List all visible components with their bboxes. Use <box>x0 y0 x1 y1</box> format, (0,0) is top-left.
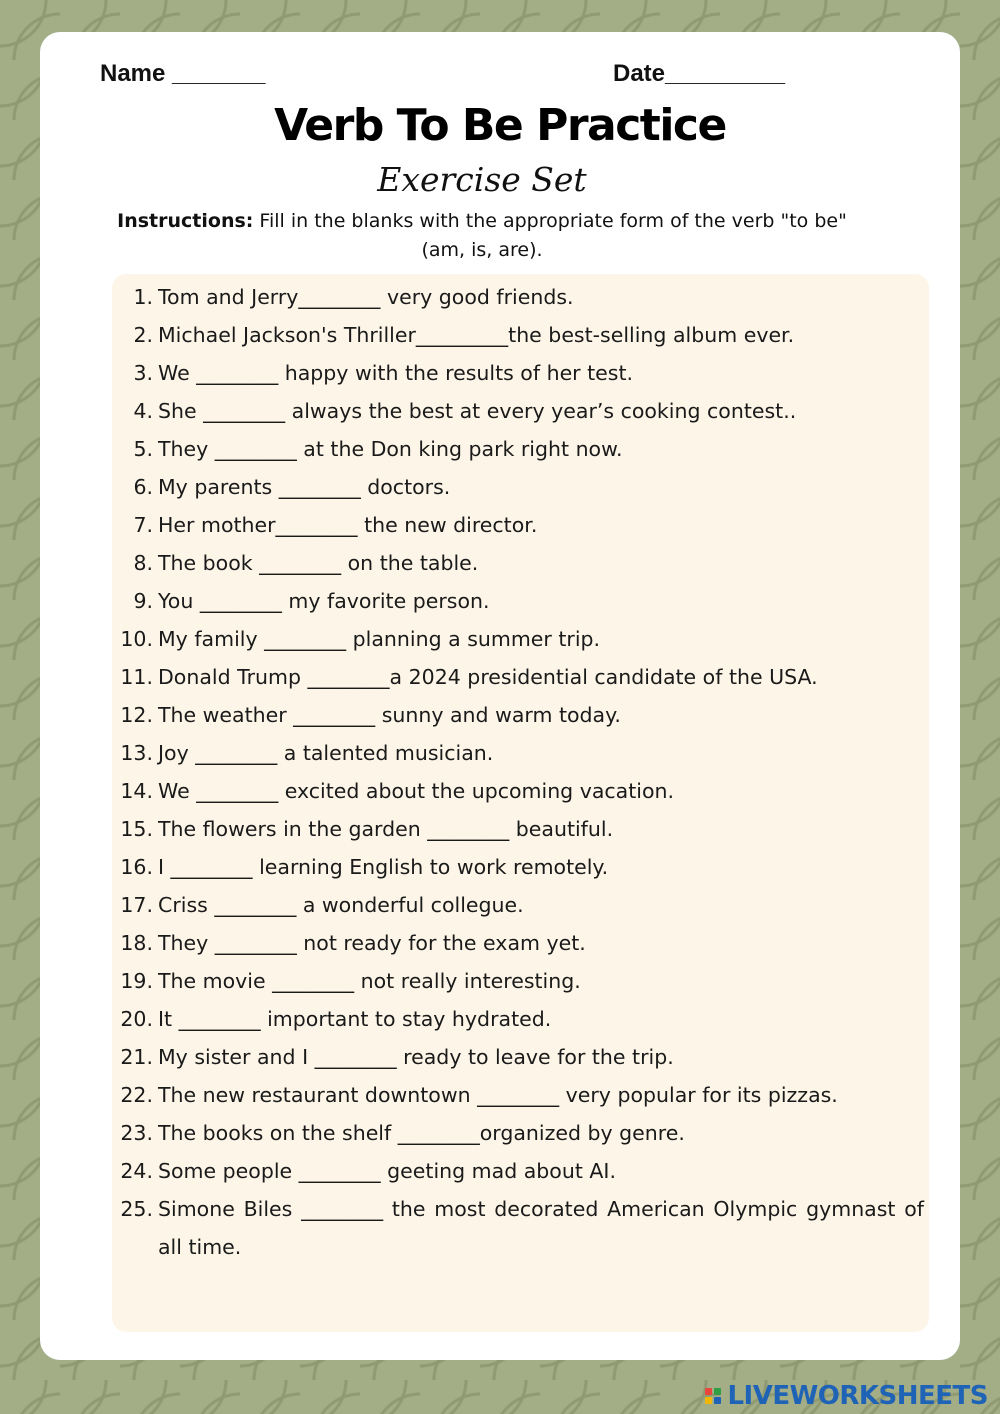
exercise-text: Some people ________ geeting mad about AI. <box>158 1159 616 1183</box>
exercise-item <box>112 278 929 316</box>
exercise-number: 2. <box>133 323 153 347</box>
exercise-item <box>112 620 929 658</box>
exercise-text: My parents ________ doctors. <box>158 475 451 499</box>
exercise-number: 15. <box>120 817 153 841</box>
exercise-text: The weather ________ sunny and warm today. <box>158 703 621 727</box>
exercise-number: 11. <box>120 665 153 689</box>
exercise-item <box>112 886 929 924</box>
exercise-item <box>112 1114 929 1152</box>
exercise-list <box>112 278 929 1266</box>
exercise-number: 18. <box>120 931 153 955</box>
exercise-number: 7. <box>133 513 153 537</box>
exercise-text: My family ________ planning a summer trip. <box>158 627 601 651</box>
exercise-text: Simone Biles ________ the most decorated American Olympic gymnast of all time. <box>158 1197 924 1259</box>
exercise-text: My sister and I ________ ready to leave for the trip. <box>158 1045 674 1069</box>
exercise-text: They ________ at the Don king park right now. <box>158 437 623 461</box>
logo-square <box>705 1397 712 1404</box>
worksheet-title: Verb To Be Practice <box>274 100 726 151</box>
exercise-number: 4. <box>133 399 153 423</box>
exercise-item <box>112 354 929 392</box>
exercise-number: 20. <box>120 1007 153 1031</box>
instructions-text: Fill in the blanks with the appropriate form of the verb "to be" (am, is, are). <box>253 210 847 261</box>
liveworksheets-logo-icon <box>705 1388 721 1404</box>
exercise-item <box>112 848 929 886</box>
exercise-item <box>112 582 929 620</box>
exercise-number: 17. <box>120 893 153 917</box>
worksheet-page <box>40 32 960 1360</box>
exercise-number: 6. <box>133 475 153 499</box>
exercise-number: 13. <box>120 741 153 765</box>
exercise-text: She ________ always the best at every year’s cooking contest.. <box>158 399 797 423</box>
exercise-item <box>112 1076 929 1114</box>
exercise-number: 1. <box>133 285 153 309</box>
exercise-item <box>112 1038 929 1076</box>
exercise-number: 10. <box>120 627 153 651</box>
exercise-text: The book ________ on the table. <box>158 551 479 575</box>
instructions-label: Instructions: <box>117 210 254 232</box>
exercise-item <box>112 1152 929 1190</box>
exercise-number: 12. <box>120 703 153 727</box>
exercise-item <box>112 924 929 962</box>
exercise-item <box>112 810 929 848</box>
exercise-item <box>112 734 929 772</box>
logo-square <box>705 1388 712 1395</box>
exercise-text: Joy ________ a talented musician. <box>158 741 494 765</box>
exercise-text: We ________ happy with the results of her test. <box>158 361 634 385</box>
exercise-item <box>112 468 929 506</box>
exercise-number: 23. <box>120 1121 153 1145</box>
exercise-text: I ________ learning English to work remotely. <box>158 855 609 879</box>
exercise-number: 14. <box>120 779 153 803</box>
exercise-number: 19. <box>120 969 153 993</box>
exercise-text: Tom and Jerry________ very good friends. <box>158 285 574 309</box>
exercise-number: 24. <box>120 1159 153 1183</box>
exercise-number: 5. <box>133 437 153 461</box>
exercise-item <box>112 430 929 468</box>
brand-name: LIVEWORKSHEETS <box>727 1381 988 1411</box>
exercise-item <box>112 1190 929 1266</box>
logo-square <box>714 1397 721 1404</box>
exercise-number: 9. <box>133 589 153 613</box>
exercise-text: You ________ my favorite person. <box>158 589 490 613</box>
logo-square <box>714 1388 721 1395</box>
exercise-text: They ________ not ready for the exam yet. <box>158 931 586 955</box>
exercise-text: It ________ important to stay hydrated. <box>158 1007 552 1031</box>
name-field: Name _______ <box>100 60 266 87</box>
exercise-text: The new restaurant downtown ________ very popular for its pizzas. <box>158 1083 838 1107</box>
exercise-text: We ________ excited about the upcoming vacation. <box>158 779 675 803</box>
exercise-text: Criss ________ a wonderful collegue. <box>158 893 524 917</box>
exercise-number: 25. <box>120 1197 153 1221</box>
exercise-text: The movie ________ not really interesting. <box>158 969 581 993</box>
exercise-number: 3. <box>133 361 153 385</box>
exercise-number: 16. <box>120 855 153 879</box>
exercise-number: 22. <box>120 1083 153 1107</box>
exercise-text: The books on the shelf ________organized by genre. <box>158 1121 685 1145</box>
worksheet-subtitle: Exercise Set <box>377 160 587 199</box>
exercise-number: 21. <box>120 1045 153 1069</box>
exercise-item <box>112 506 929 544</box>
exercise-item <box>112 392 929 430</box>
exercise-number: 8. <box>133 551 153 575</box>
exercise-item <box>112 544 929 582</box>
exercise-item <box>112 316 929 354</box>
exercise-text: Michael Jackson's Thriller_________the best-selling album ever. <box>158 323 795 347</box>
exercise-text: The flowers in the garden ________ beautiful. <box>158 817 614 841</box>
exercise-text: Her mother________ the new director. <box>158 513 538 537</box>
exercise-item <box>112 658 929 696</box>
exercise-item <box>112 696 929 734</box>
exercise-item <box>112 962 929 1000</box>
exercise-item <box>112 772 929 810</box>
instructions <box>102 207 862 265</box>
exercise-panel <box>112 274 929 1332</box>
exercise-text: Donald Trump ________a 2024 presidential candidate of the USA. <box>158 665 818 689</box>
date-field: Date_________ <box>613 60 786 87</box>
exercise-item <box>112 1000 929 1038</box>
footer-brand <box>705 1381 988 1411</box>
